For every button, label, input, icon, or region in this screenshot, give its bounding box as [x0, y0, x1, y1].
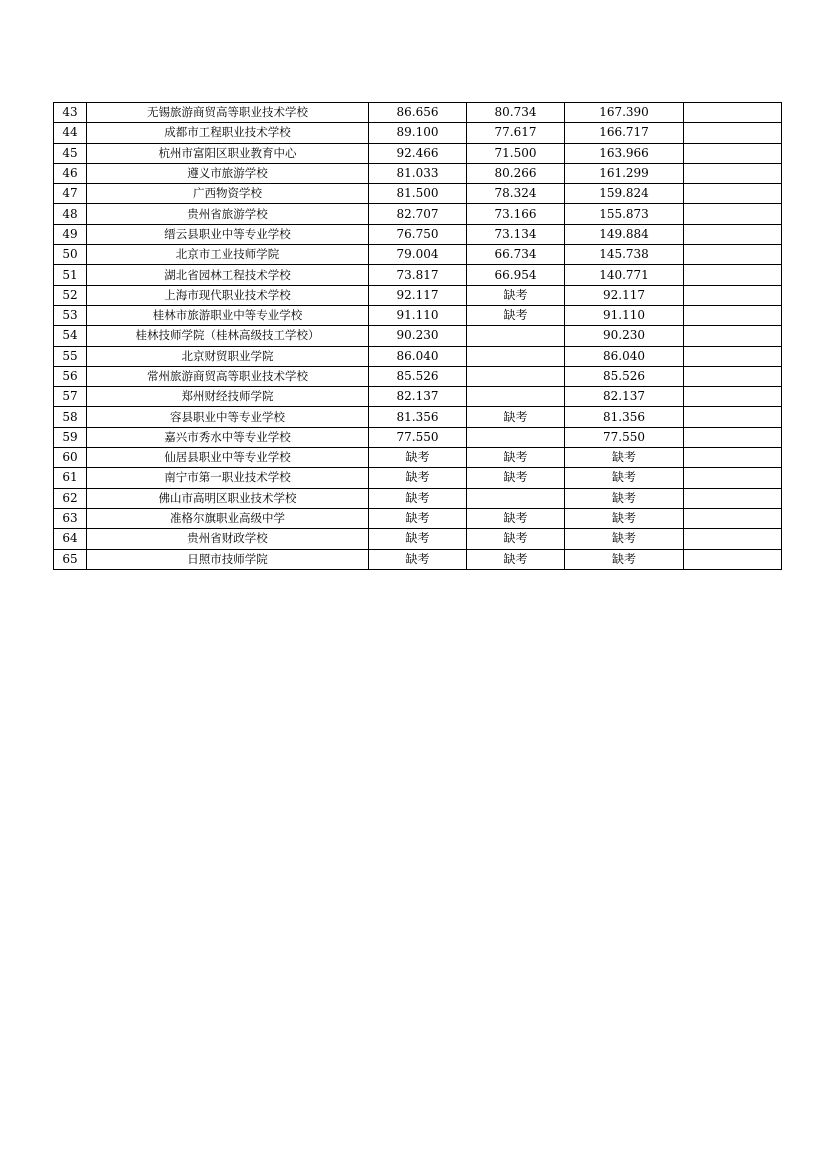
total-cell: 167.390 — [565, 103, 684, 123]
score2-cell: 66.954 — [467, 265, 565, 285]
note-cell — [684, 387, 782, 407]
total-cell: 90.230 — [565, 326, 684, 346]
table-row — [54, 204, 782, 224]
score2-cell: 缺考 — [467, 407, 565, 427]
rank-cell: 43 — [54, 103, 87, 123]
table-row — [54, 366, 782, 386]
rank-cell: 49 — [54, 224, 87, 244]
score2-cell: 77.617 — [467, 123, 565, 143]
rank-cell: 62 — [54, 488, 87, 508]
total-cell: 163.966 — [565, 143, 684, 163]
school-cell: 上海市现代职业技术学校 — [87, 285, 369, 305]
rank-cell: 54 — [54, 326, 87, 346]
note-cell — [684, 285, 782, 305]
note-cell — [684, 103, 782, 123]
score2-cell — [467, 346, 565, 366]
school-cell: 嘉兴市秀水中等专业学校 — [87, 427, 369, 447]
rank-cell: 48 — [54, 204, 87, 224]
total-cell: 149.884 — [565, 224, 684, 244]
school-cell: 郑州财经技师学院 — [87, 387, 369, 407]
total-cell: 缺考 — [565, 549, 684, 569]
score2-cell: 缺考 — [467, 285, 565, 305]
score1-cell: 缺考 — [369, 488, 467, 508]
total-cell: 85.526 — [565, 366, 684, 386]
score2-cell: 66.734 — [467, 245, 565, 265]
score1-cell: 81.500 — [369, 184, 467, 204]
school-cell: 无锡旅游商贸高等职业技术学校 — [87, 103, 369, 123]
score1-cell: 81.033 — [369, 163, 467, 183]
table-row — [54, 224, 782, 244]
score1-cell: 缺考 — [369, 508, 467, 528]
table-row — [54, 488, 782, 508]
results-table — [53, 102, 782, 570]
total-cell: 140.771 — [565, 265, 684, 285]
rank-cell: 44 — [54, 123, 87, 143]
table-row — [54, 123, 782, 143]
rank-cell: 50 — [54, 245, 87, 265]
table-row — [54, 163, 782, 183]
score2-cell: 缺考 — [467, 468, 565, 488]
note-cell — [684, 448, 782, 468]
table-row — [54, 143, 782, 163]
school-cell: 桂林市旅游职业中等专业学校 — [87, 305, 369, 325]
school-cell: 遵义市旅游学校 — [87, 163, 369, 183]
score2-cell: 71.500 — [467, 143, 565, 163]
note-cell — [684, 326, 782, 346]
school-cell: 仙居县职业中等专业学校 — [87, 448, 369, 468]
note-cell — [684, 407, 782, 427]
score1-cell: 92.117 — [369, 285, 467, 305]
school-cell: 桂林技师学院（桂林高级技工学校） — [87, 326, 369, 346]
school-cell: 容县职业中等专业学校 — [87, 407, 369, 427]
score2-cell — [467, 366, 565, 386]
table-row — [54, 346, 782, 366]
total-cell: 缺考 — [565, 488, 684, 508]
rank-cell: 60 — [54, 448, 87, 468]
score1-cell: 缺考 — [369, 448, 467, 468]
score1-cell: 缺考 — [369, 549, 467, 569]
table-row — [54, 549, 782, 569]
rank-cell: 46 — [54, 163, 87, 183]
score1-cell: 79.004 — [369, 245, 467, 265]
score2-cell: 73.134 — [467, 224, 565, 244]
rank-cell: 47 — [54, 184, 87, 204]
score1-cell: 缺考 — [369, 529, 467, 549]
score1-cell: 86.656 — [369, 103, 467, 123]
rank-cell: 53 — [54, 305, 87, 325]
note-cell — [684, 123, 782, 143]
note-cell — [684, 508, 782, 528]
total-cell: 161.299 — [565, 163, 684, 183]
school-cell: 贵州省旅游学校 — [87, 204, 369, 224]
note-cell — [684, 305, 782, 325]
score1-cell: 73.817 — [369, 265, 467, 285]
score2-cell: 缺考 — [467, 448, 565, 468]
score2-cell: 78.324 — [467, 184, 565, 204]
table-row — [54, 326, 782, 346]
note-cell — [684, 184, 782, 204]
note-cell — [684, 427, 782, 447]
total-cell: 缺考 — [565, 508, 684, 528]
table-row — [54, 245, 782, 265]
total-cell: 92.117 — [565, 285, 684, 305]
total-cell: 81.356 — [565, 407, 684, 427]
score1-cell: 缺考 — [369, 468, 467, 488]
table-row — [54, 468, 782, 488]
table-row — [54, 103, 782, 123]
total-cell: 145.738 — [565, 245, 684, 265]
score1-cell: 89.100 — [369, 123, 467, 143]
score2-cell: 80.266 — [467, 163, 565, 183]
score1-cell: 76.750 — [369, 224, 467, 244]
table-row — [54, 427, 782, 447]
score2-cell — [467, 387, 565, 407]
results-table-body — [54, 103, 782, 570]
note-cell — [684, 204, 782, 224]
table-row — [54, 529, 782, 549]
score1-cell: 90.230 — [369, 326, 467, 346]
table-row — [54, 387, 782, 407]
score2-cell: 73.166 — [467, 204, 565, 224]
rank-cell: 57 — [54, 387, 87, 407]
rank-cell: 64 — [54, 529, 87, 549]
score1-cell: 82.707 — [369, 204, 467, 224]
score2-cell: 缺考 — [467, 529, 565, 549]
total-cell: 82.137 — [565, 387, 684, 407]
school-cell: 佛山市高明区职业技术学校 — [87, 488, 369, 508]
table-row — [54, 184, 782, 204]
score1-cell: 91.110 — [369, 305, 467, 325]
table-row — [54, 285, 782, 305]
score2-cell — [467, 326, 565, 346]
score2-cell: 缺考 — [467, 508, 565, 528]
note-cell — [684, 163, 782, 183]
note-cell — [684, 529, 782, 549]
rank-cell: 45 — [54, 143, 87, 163]
rank-cell: 52 — [54, 285, 87, 305]
note-cell — [684, 549, 782, 569]
note-cell — [684, 245, 782, 265]
score2-cell: 缺考 — [467, 549, 565, 569]
rank-cell: 56 — [54, 366, 87, 386]
note-cell — [684, 265, 782, 285]
rank-cell: 63 — [54, 508, 87, 528]
rank-cell: 65 — [54, 549, 87, 569]
school-cell: 北京市工业技师学院 — [87, 245, 369, 265]
score2-cell: 缺考 — [467, 305, 565, 325]
total-cell: 166.717 — [565, 123, 684, 143]
table-row — [54, 305, 782, 325]
school-cell: 日照市技师学院 — [87, 549, 369, 569]
school-cell: 北京财贸职业学院 — [87, 346, 369, 366]
school-cell: 南宁市第一职业技术学校 — [87, 468, 369, 488]
rank-cell: 61 — [54, 468, 87, 488]
rank-cell: 55 — [54, 346, 87, 366]
school-cell: 缙云县职业中等专业学校 — [87, 224, 369, 244]
score2-cell — [467, 427, 565, 447]
note-cell — [684, 468, 782, 488]
total-cell: 86.040 — [565, 346, 684, 366]
note-cell — [684, 488, 782, 508]
school-cell: 广西物资学校 — [87, 184, 369, 204]
score2-cell — [467, 488, 565, 508]
school-cell: 杭州市富阳区职业教育中心 — [87, 143, 369, 163]
total-cell: 91.110 — [565, 305, 684, 325]
school-cell: 常州旅游商贸高等职业技术学校 — [87, 366, 369, 386]
total-cell: 缺考 — [565, 448, 684, 468]
score1-cell: 86.040 — [369, 346, 467, 366]
score1-cell: 85.526 — [369, 366, 467, 386]
table-row — [54, 265, 782, 285]
score1-cell: 82.137 — [369, 387, 467, 407]
score2-cell: 80.734 — [467, 103, 565, 123]
school-cell: 成都市工程职业技术学校 — [87, 123, 369, 143]
score1-cell: 92.466 — [369, 143, 467, 163]
school-cell: 准格尔旗职业高级中学 — [87, 508, 369, 528]
rank-cell: 58 — [54, 407, 87, 427]
school-cell: 湖北省园林工程技术学校 — [87, 265, 369, 285]
total-cell: 缺考 — [565, 468, 684, 488]
table-row — [54, 508, 782, 528]
note-cell — [684, 224, 782, 244]
total-cell: 缺考 — [565, 529, 684, 549]
table-row — [54, 407, 782, 427]
total-cell: 77.550 — [565, 427, 684, 447]
note-cell — [684, 346, 782, 366]
note-cell — [684, 366, 782, 386]
score1-cell: 81.356 — [369, 407, 467, 427]
school-cell: 贵州省财政学校 — [87, 529, 369, 549]
rank-cell: 51 — [54, 265, 87, 285]
score1-cell: 77.550 — [369, 427, 467, 447]
table-row — [54, 448, 782, 468]
note-cell — [684, 143, 782, 163]
total-cell: 159.824 — [565, 184, 684, 204]
rank-cell: 59 — [54, 427, 87, 447]
total-cell: 155.873 — [565, 204, 684, 224]
